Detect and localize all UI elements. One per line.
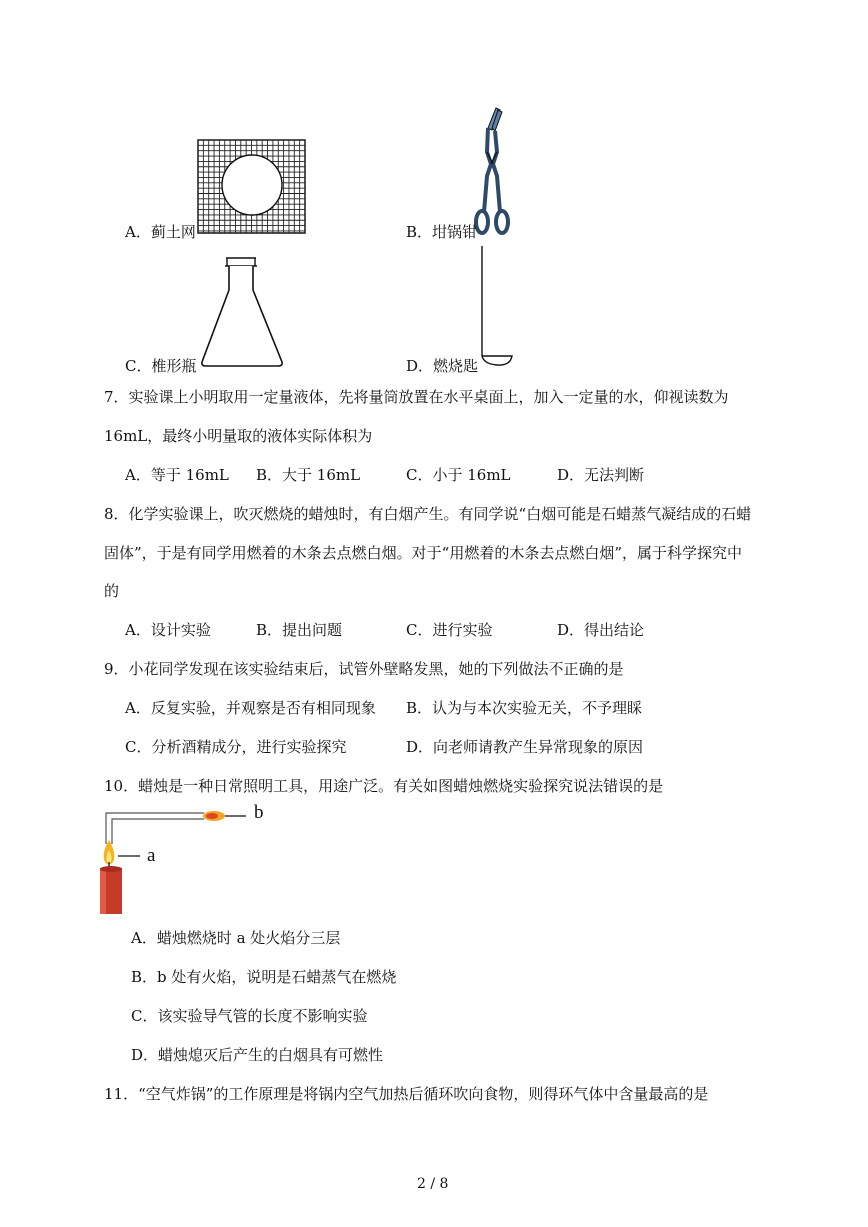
- q8-stem-line1: 8．化学实验课上，吹灭燃烧的蜡烛时，有白烟产生。有同学说“白烟可能是石蜡蒸气凝结成的石蜡: [104, 505, 752, 523]
- label-a: a: [147, 845, 156, 866]
- q6-option-b: B．坩锅钳: [406, 223, 478, 241]
- q9-stem: 9．小花同学发现在该实验结束后，试管外壁略发黑，她的下列做法不正确的是: [104, 660, 624, 678]
- q7-stem-line2: 16mL，最终小明量取的液体实际体积为: [104, 427, 373, 445]
- q6-option-d: D．燃烧匙: [406, 357, 479, 375]
- wire-gauze-figure: [196, 138, 308, 236]
- page-number: 2 / 8: [417, 1176, 449, 1192]
- q10-option-b: B．b 处有火焰，说明是石蜡蒸气在燃烧: [131, 968, 397, 986]
- q8-option-c: C．进行实验: [406, 621, 493, 639]
- q10-stem: 10．蜡烛是一种日常照明工具，用途广泛。有关如图蜡烛燃烧实验探究说法错误的是: [104, 777, 664, 795]
- q6-option-a: A．蓟土网: [125, 223, 196, 241]
- q7-option-c: C．小于 16mL: [406, 466, 511, 484]
- q9-option-d: D．向老师请教产生异常现象的原因: [406, 738, 644, 756]
- q7-option-b: B．大于 16mL: [256, 466, 361, 484]
- label-b: b: [254, 802, 264, 823]
- conical-flask-figure: [196, 254, 288, 370]
- q6-option-c: C．椎形瓶: [125, 357, 197, 375]
- q7-option-a: A．等于 16mL: [125, 466, 229, 484]
- q7-option-d: D．无法判断: [557, 466, 645, 484]
- q8-option-b: B．提出问题: [256, 621, 343, 639]
- q9-option-a: A．反复实验，并观察是否有相同现象: [125, 699, 376, 717]
- q10-option-c: C．该实验导气管的长度不影响实验: [131, 1007, 368, 1025]
- q8-option-d: D．得出结论: [557, 621, 645, 639]
- q11-stem: 11．“空气炸锅”的工作原理是将锅内空气加热后循环吹向食物，则得环气体中含量最高的是: [104, 1085, 709, 1103]
- q7-stem-line1: 7．实验课上小明取用一定量液体，先将量筒放置在水平桌面上，加入一定量的水，仰视读数为: [104, 388, 729, 406]
- q8-option-a: A．设计实验: [125, 621, 211, 639]
- crucible-tongs-figure: [470, 104, 514, 238]
- q8-stem-line3: 的: [104, 582, 120, 600]
- q10-option-a: A．蜡烛燃烧时 a 处火焰分三层: [131, 929, 341, 947]
- q9-option-b: B．认为与本次实验无关，不予理睬: [406, 699, 643, 717]
- candle-experiment-figure: [96, 800, 256, 918]
- q9-option-c: C．分析酒精成分，进行实验探究: [125, 738, 347, 756]
- q10-option-d: D．蜡烛熄灭后产生的白烟具有可燃性: [131, 1046, 384, 1064]
- combustion-spoon-figure: [476, 244, 516, 368]
- q8-stem-line2: 固体”，于是有同学用燃着的木条去点燃白烟。对于“用燃着的木条去点燃白烟”，属于科学探究中: [104, 544, 743, 562]
